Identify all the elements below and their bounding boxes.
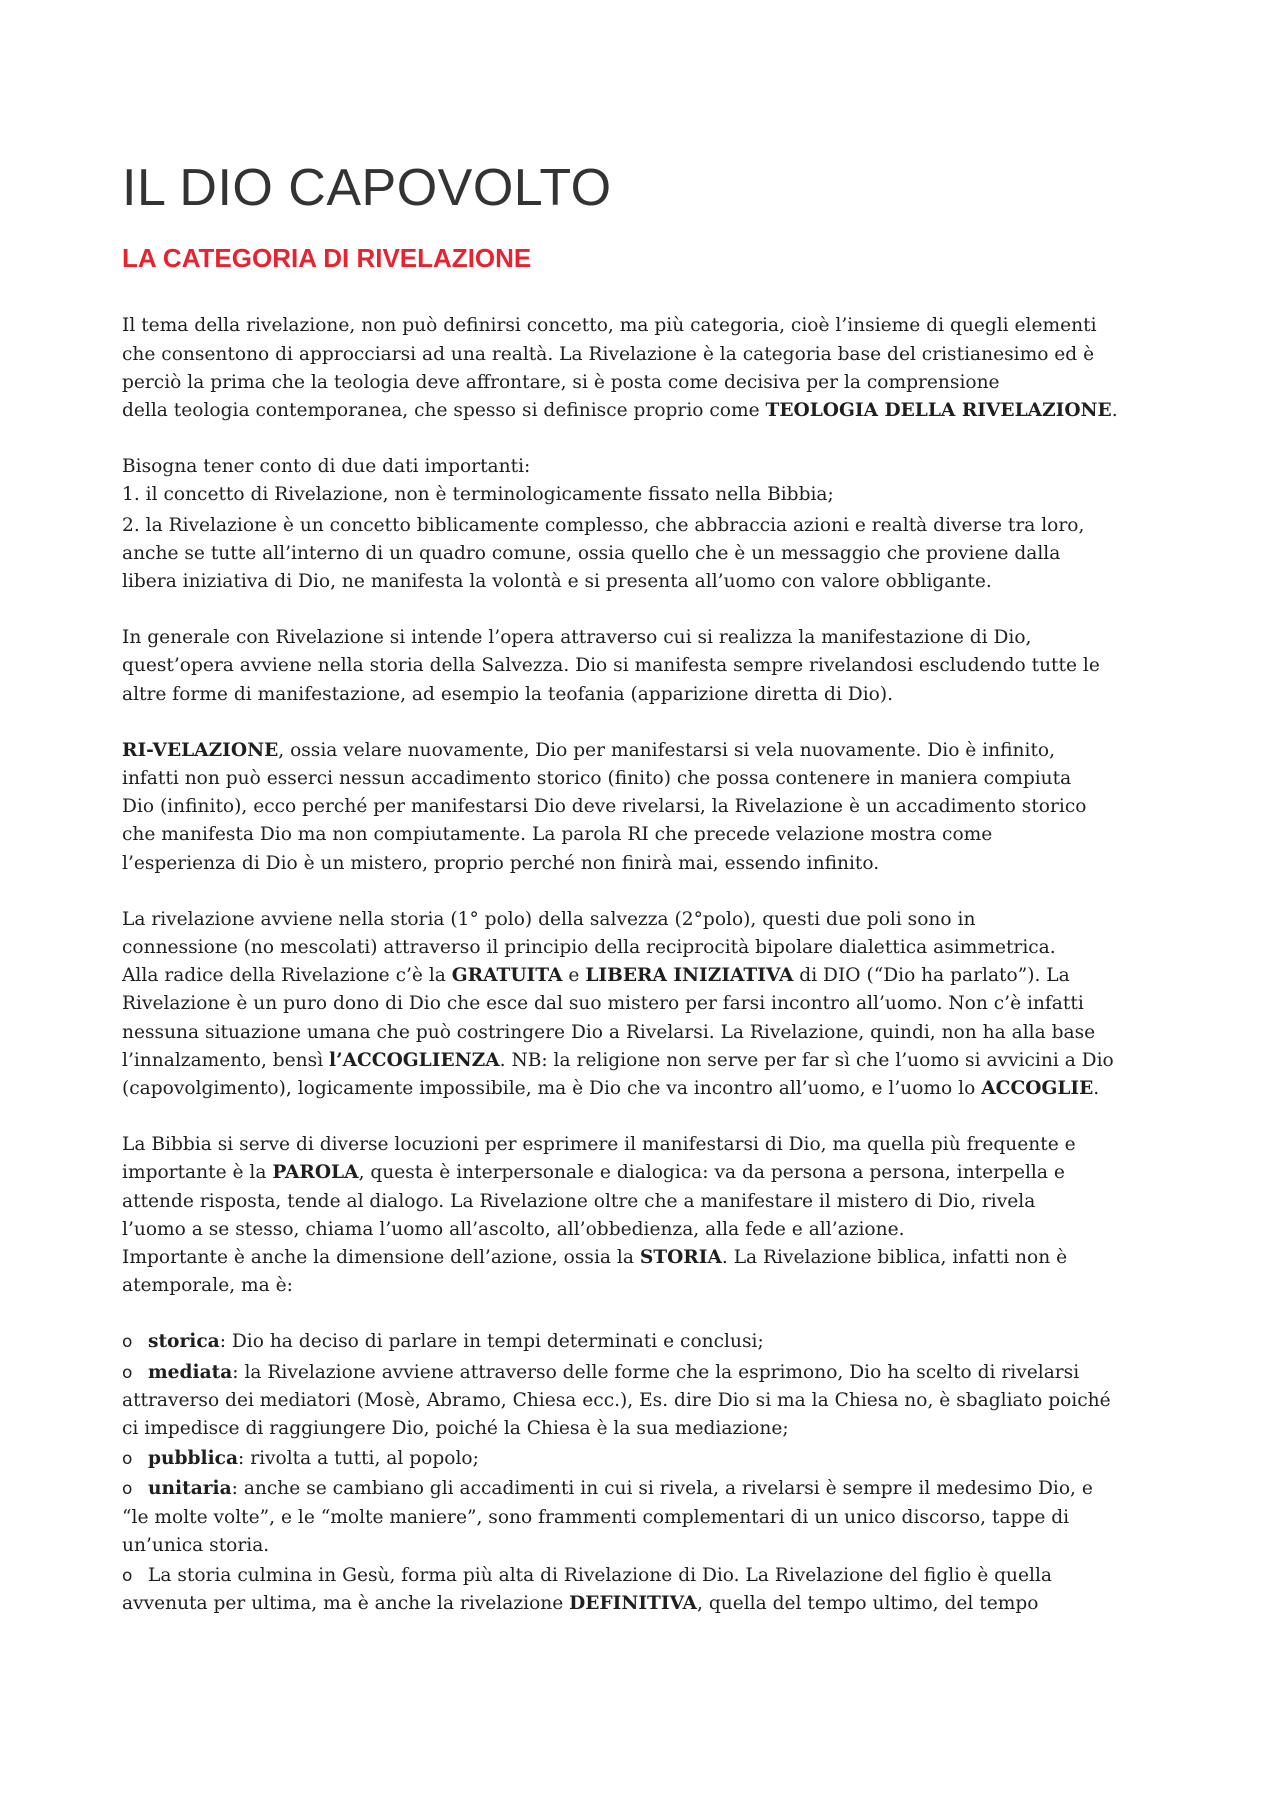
text-run: e: [562, 965, 586, 987]
text-line: nessuna situazione umana che può costringere Dio a Rivelarsi. La Rivelazione, quindi, non ha alla base: [122, 1021, 1096, 1043]
list-item-mediata: [122, 1359, 1160, 1444]
bold-term: storica: [148, 1331, 220, 1353]
text-line: che manifesta Dio ma non compiutamente. La parola RI che precede velazione mostra come: [122, 824, 993, 846]
text-run: , ossia velare nuovamente, Dio per manifestarsi si vela nuovamente. Dio è infinito,: [278, 739, 1056, 761]
text-line: La Bibbia si serve di diverse locuzioni per esprimere il manifestarsi di Dio, ma quella più frequente e: [122, 1134, 1076, 1156]
text-line: [122, 397, 1160, 425]
list-item-storica: [122, 1328, 1160, 1356]
paragraph-parola: [122, 1131, 1160, 1300]
text-run: (capovolgimento), logicamente impossibile, ma è Dio che va incontro all’uomo, e l’uomo lo: [122, 1078, 982, 1100]
paragraph-dati: [122, 453, 1160, 596]
text-run: . La Rivelazione biblica, infatti non è: [721, 1247, 1068, 1269]
paragraph-storia: [122, 906, 1160, 1103]
bold-term: mediata: [148, 1361, 233, 1383]
bullet-icon: o: [122, 1479, 133, 1500]
text-run: : la Rivelazione avviene attraverso delle forme che la esprimono, Dio ha scelto di rivelarsi: [232, 1361, 1080, 1383]
text-line: [122, 1075, 1160, 1103]
bold-term: STORIA: [639, 1247, 722, 1269]
text-run: .: [1093, 1078, 1100, 1100]
text-run: avvenuta per ultima, ma è anche la rivelazione: [122, 1593, 570, 1615]
text-line: Rivelazione è un puro dono di Dio che esce dal suo mistero per farsi incontro all’uomo. Non c’è infatti: [122, 993, 1084, 1015]
text-run: . NB: la religione non serve per far sì che l’uomo si avvicini a Dio: [499, 1049, 1114, 1071]
text-line: l’esperienza di Dio è un mistero, proprio perché non finirà mai, essendo infinito.: [122, 852, 880, 874]
text-line: quest’opera avviene nella storia della Salvezza. Dio si manifesta sempre rivelandosi escludendo tutte le: [122, 655, 1100, 677]
text-line: infatti non può esserci nessun accadimento storico (finito) che possa contenere in maniera compiuta: [122, 768, 1072, 790]
bullet-icon: o: [122, 1449, 133, 1470]
text-run: l’innalzamento, bensì: [122, 1049, 330, 1071]
bold-term: RI-VELAZIONE: [122, 739, 279, 761]
text-line: l’uomo a se stesso, chiama l’uomo all’ascolto, all’obbedienza, alla fede e all’azione.: [122, 1218, 905, 1240]
text-run: : rivolta a tutti, al popolo;: [238, 1448, 479, 1470]
text-line: In generale con Rivelazione si intende l’opera attraverso cui si realizza la manifestazione di Dio,: [122, 627, 1032, 649]
text-line: connessione (no mescolati) attraverso il principio della reciprocità bipolare dialettica asimmetrica.: [122, 937, 1056, 959]
text-run: : anche se cambiano gli accadimenti in cui si rivela, a rivelarsi è sempre il medesimo Dio, e: [231, 1478, 1093, 1500]
text-run: , questa è interpersonale e dialogica: va da persona a persona, interpella e: [358, 1162, 1065, 1184]
bullet-icon: o: [122, 1566, 133, 1587]
text-line: 1. il concetto di Rivelazione, non è terminologicamente fissato nella Bibbia;: [122, 484, 834, 506]
text-line: [122, 1159, 1160, 1187]
text-line: atemporale, ma è:: [122, 1275, 293, 1297]
text-line: [122, 962, 1160, 990]
text-line: [122, 1244, 1160, 1272]
text-line: 2. la Rivelazione è un concetto biblicamente complesso, che abbraccia azioni e realtà diverse tra loro,: [122, 514, 1085, 536]
text-run: della teologia contemporanea, che spesso si definisce proprio come: [122, 399, 766, 421]
bullet-list: [122, 1328, 1160, 1618]
bullet-icon: o: [122, 1362, 133, 1383]
text-line: libera iniziativa di Dio, ne manifesta la volontà e si presenta all’uomo con valore obbligante.: [122, 571, 992, 592]
text-line: ci impedisce di raggiungere Dio, poiché la Chiesa è la sua mediazione;: [122, 1418, 789, 1440]
text-run: .: [1111, 399, 1118, 421]
section-subtitle: LA CATEGORIA DI RIVELAZIONE: [122, 243, 532, 274]
bold-term: l’ACCOGLIENZA: [329, 1049, 500, 1071]
text-line: [122, 737, 1160, 765]
paragraph-generale: [122, 624, 1160, 709]
text-line: anche se tutte all’interno di un quadro comune, ossia quello che è un messaggio che proviene dalla: [122, 542, 1061, 564]
bold-term: LIBERA INIZIATIVA: [585, 965, 794, 987]
list-item-pubblica: [122, 1445, 1160, 1473]
list-item-gesu: [122, 1562, 1160, 1618]
list-item-unitaria: [122, 1475, 1160, 1560]
text-run: La storia culmina in Gesù, forma più alta di Rivelazione di Dio. La Rivelazione del figlio è quella: [148, 1565, 1052, 1587]
text-run: importante è la: [122, 1162, 273, 1184]
text-run: , quella del tempo ultimo, del tempo: [697, 1593, 1039, 1615]
bold-term: DEFINITIVA: [569, 1593, 697, 1615]
text-run: Importante è anche la dimensione dell’azione, ossia la: [122, 1247, 640, 1269]
text-line: Dio (infinito), ecco perché per manifestarsi Dio deve rivelarsi, la Rivelazione è un accadimento storico: [122, 796, 1087, 818]
bold-term: pubblica: [148, 1448, 239, 1470]
text-line: perciò la prima che la teologia deve affrontare, si è posta come decisiva per la comprensione: [122, 371, 1000, 393]
paragraph-ri-velazione: [122, 737, 1160, 878]
bold-term: PAROLA: [272, 1162, 359, 1184]
text-line: un’unica storia.: [122, 1534, 270, 1556]
text-line: attende risposta, tende al dialogo. La Rivelazione oltre che a manifestare il mistero di Dio, rivela: [122, 1190, 1036, 1212]
text-run: Alla radice della Rivelazione c’è la: [122, 965, 452, 987]
page-title: IL DIO CAPOVOLTO: [122, 159, 612, 217]
text-line: La rivelazione avviene nella storia (1° polo) della salvezza (2°polo), questi due poli sono in: [122, 908, 976, 930]
bold-term: GRATUITA: [451, 965, 563, 987]
text-line: attraverso dei mediatori (Mosè, Abramo, Chiesa ecc.), Es. dire Dio si ma la Chiesa no, è sbagliato poiché: [122, 1389, 1111, 1411]
paragraph-intro: [122, 312, 1160, 425]
text-run: di DIO (“Dio ha parlato”). La: [793, 965, 1070, 987]
text-line: Bisogna tener conto di due dati importanti:: [122, 456, 531, 478]
bullet-icon: o: [122, 1332, 133, 1353]
bold-term: unitaria: [148, 1478, 232, 1500]
bold-term: ACCOGLIE: [981, 1078, 1094, 1100]
bold-term: TEOLOGIA DELLA RIVELAZIONE: [765, 399, 1112, 421]
text-run: : Dio ha deciso di parlare in tempi determinati e conclusi;: [219, 1331, 764, 1353]
text-line: che consentono di approcciarsi ad una realtà. La Rivelazione è la categoria base del cristianesimo ed è: [122, 343, 1095, 365]
text-line: Il tema della rivelazione, non può definirsi concetto, ma più categoria, cioè l’insieme di quegli elementi: [122, 315, 1097, 337]
text-line: [122, 1047, 1160, 1075]
text-line: altre forme di manifestazione, ad esempio la teofania (apparizione diretta di Dio).: [122, 683, 894, 705]
text-line: “le molte volte”, e le “molte maniere”, sono frammenti complementari di un unico discorso, tappe di: [122, 1506, 1070, 1528]
